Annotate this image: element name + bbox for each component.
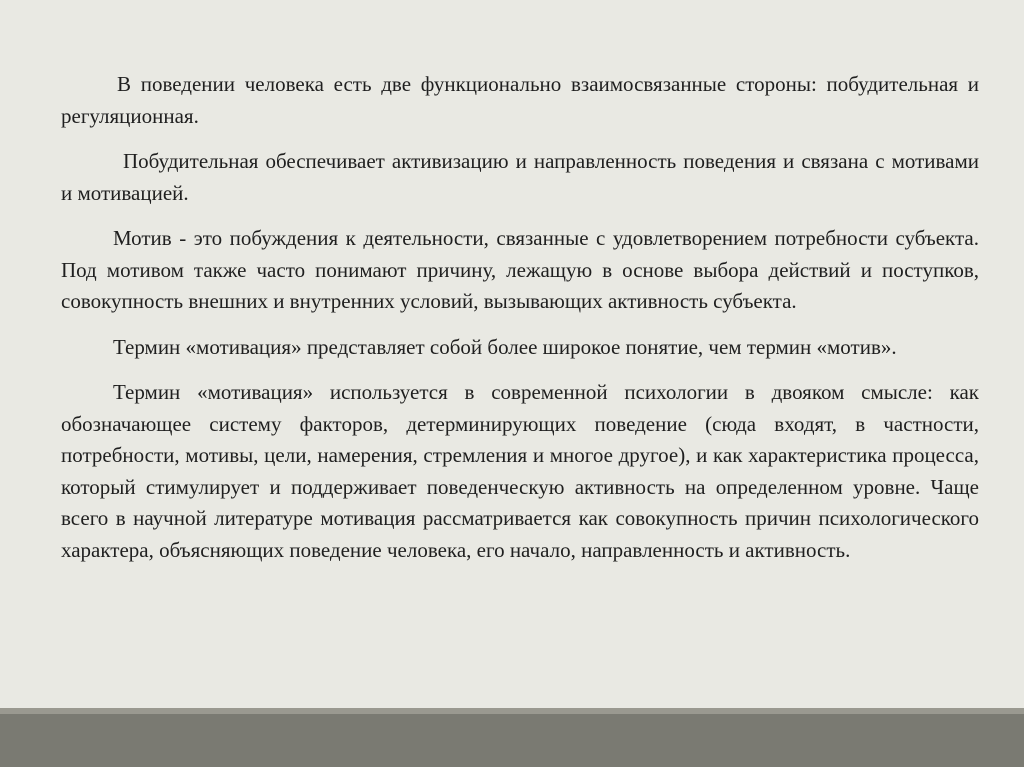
paragraph-motivating-side: Побудительная обеспечивает активизацию и направленность поведения и связана с мотивами и мотивацией. <box>61 149 979 205</box>
paragraph-motivation-usage: Термин «мотивация» используется в современной психологии в двояком смысле: как обозначающее систему факторов, детерминирующих поведение (сюда входят, в частности, потребности, мотивы, цели, намерения, стремления и многое другое), и как характеристика процесса, который стимулирует и поддерживает поведенческую активность на определенном уровне. Чаще всего в научной литературе мотивация рассматривается как совокупность причин психологического характера, объясняющих поведение человека, его начало, направленность и активность. <box>61 380 979 562</box>
footer-band-dark <box>0 714 1024 767</box>
paragraph-motive-definition: Мотив - это побуждения к деятельности, связанные с удовлетворением потребности субъекта. Под мотивом также часто понимают причину, лежащую в основе выбора действий и поступков, совокупность внешних и внутренних условий, вызывающих активность субъекта. <box>61 226 979 313</box>
paragraph-behavior-sides: В поведении человека есть две функционально взаимосвязанные стороны: побудительная и регуляционная. <box>61 72 979 128</box>
slide-body <box>61 69 979 580</box>
paragraph-motivation-term: Термин «мотивация» представляет собой более широкое понятие, чем термин «мотив». <box>113 334 897 359</box>
